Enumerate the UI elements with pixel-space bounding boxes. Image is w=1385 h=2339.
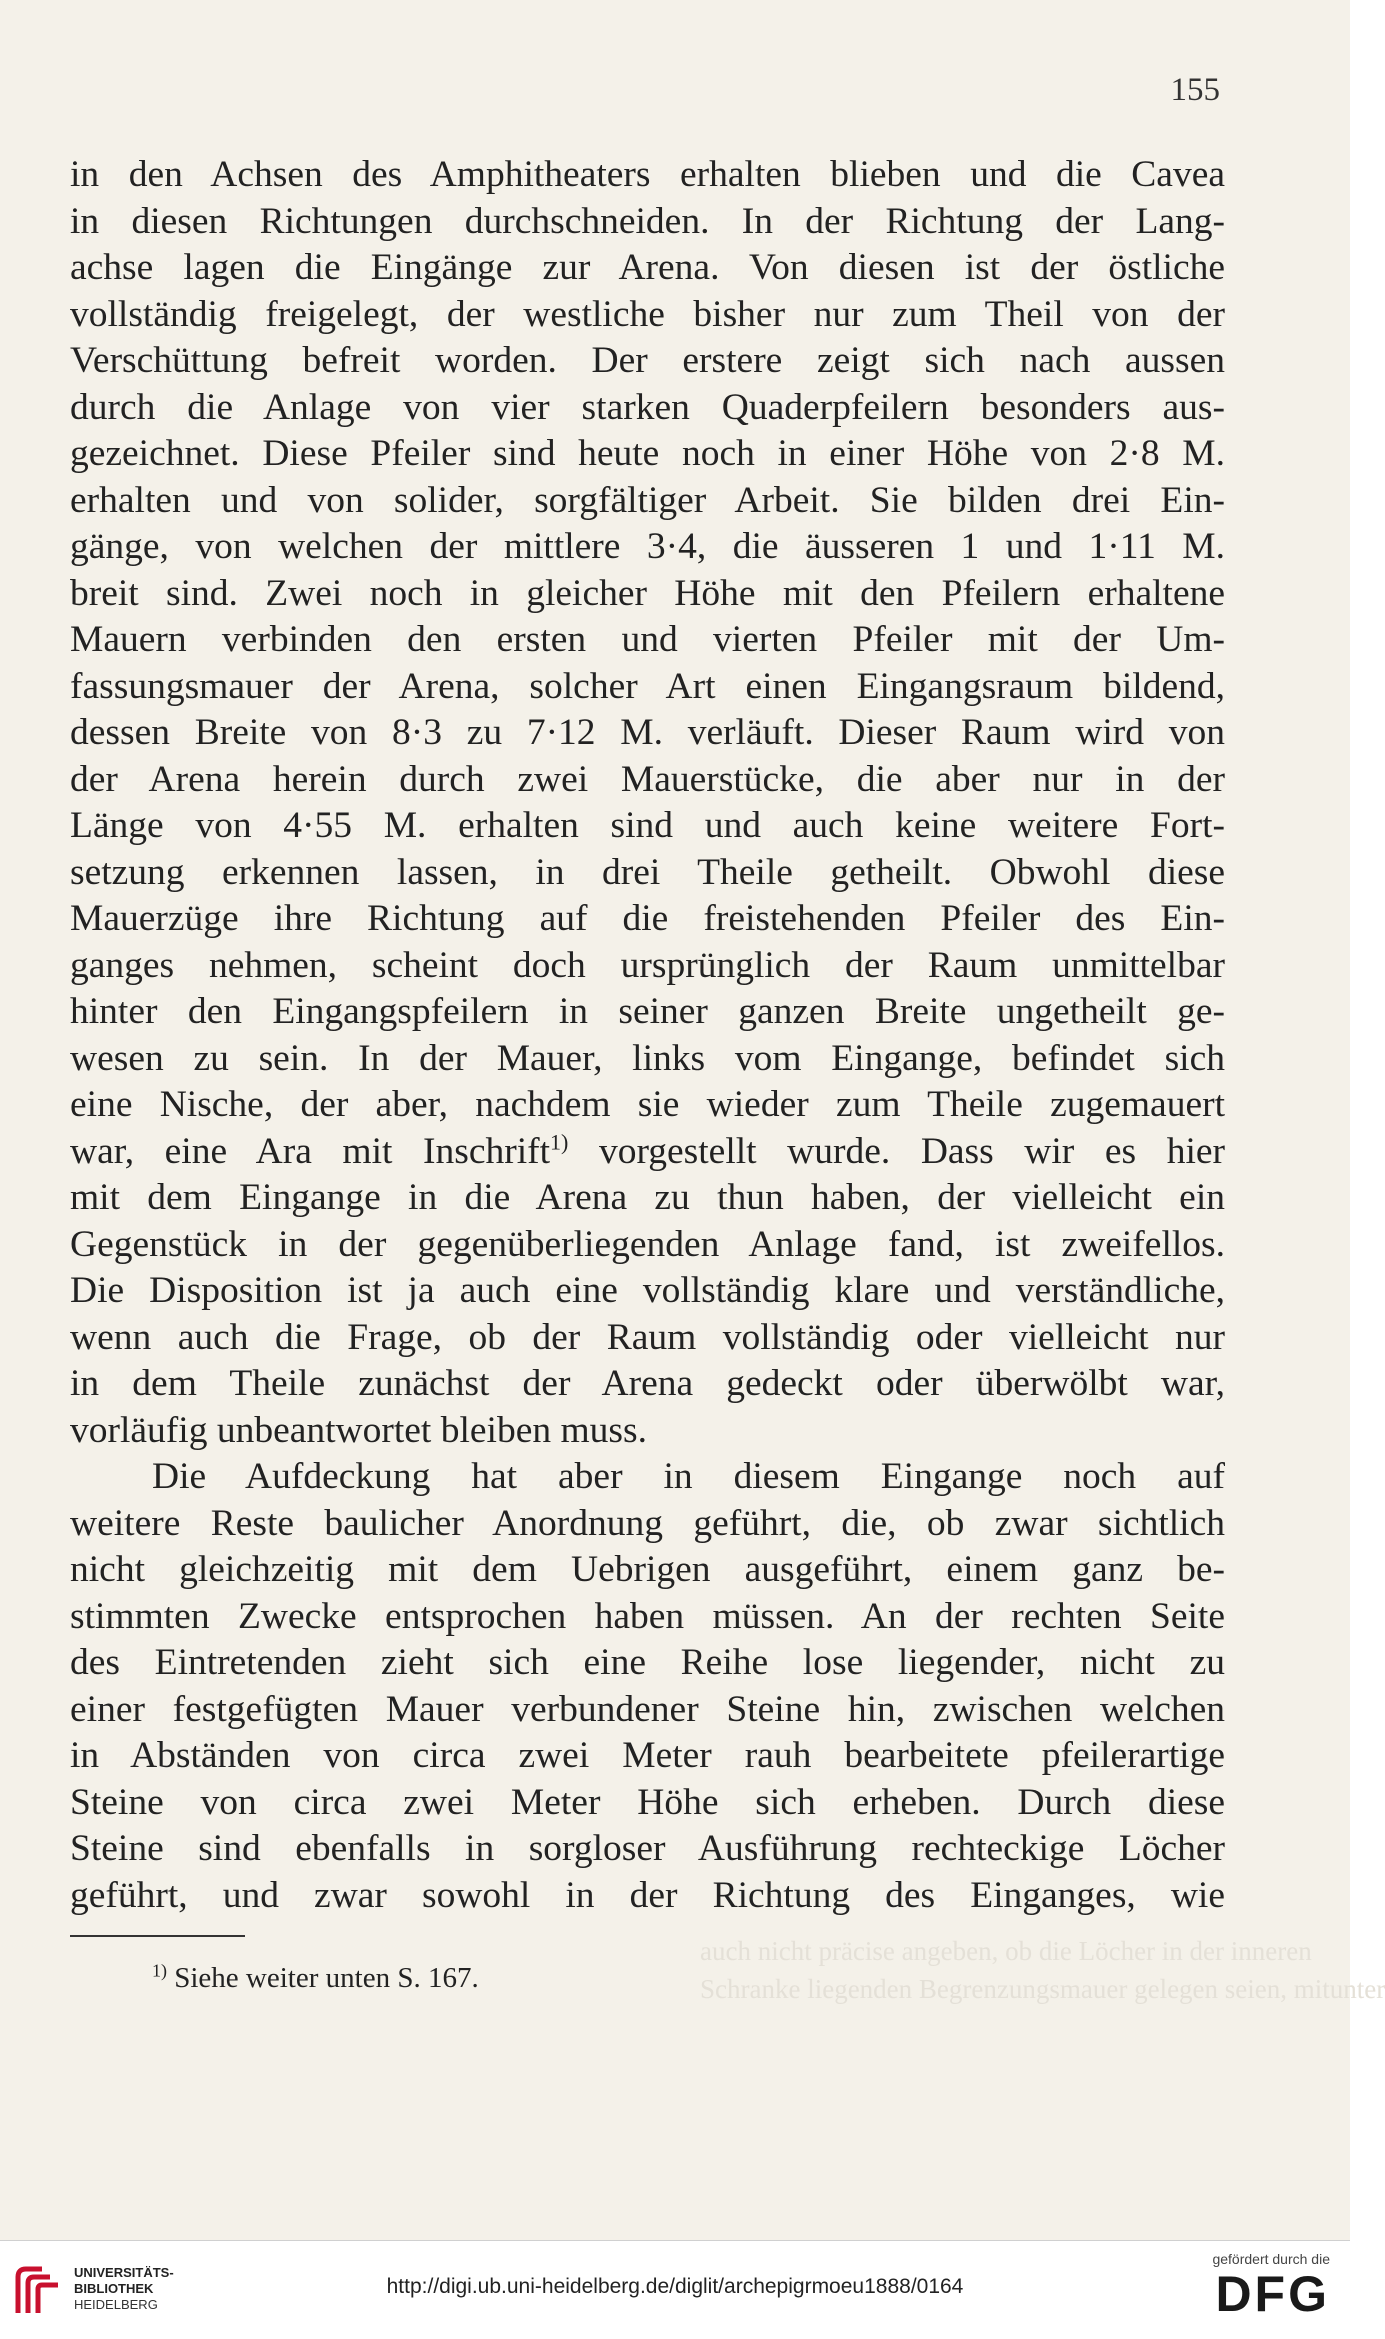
text-line: stimmten Zwecke entsprochen haben müssen. An der rechten Seite [70,1595,1225,1637]
text-line: nicht gleichzeitig mit dem Uebrigen ausgeführt, einem ganz be- [70,1549,1225,1590]
text-line: Gegenstück in der gegenüberliegenden Anlage fand, ist zweifellos. [70,1223,1225,1265]
permalink-url[interactable]: http://digi.ub.uni-heidelberg.de/diglit/archepigrmoeu1888/0164 [386,2275,964,2298]
footer-bar [0,2240,1350,2339]
text-line: weitere Reste baulicher Anordnung geführt, die, ob zwar sichtlich [70,1502,1225,1544]
text-line: der Arena herein durch zwei Mauerstücke, die aber nur in der [70,758,1225,800]
text-line: Die Disposition ist ja auch eine vollständig klare und verständliche, [70,1270,1225,1311]
text-line: gänge, von welchen der mittlere 3·4, die äusseren 1 und 1·11 M. [70,526,1225,567]
page-number: 155 [1170,72,1220,108]
text-line: durch die Anlage von vier starken Quaderpfeilern besonders aus- [70,386,1225,428]
text-line: achse lagen die Eingänge zur Arena. Von diesen ist der östliche [70,247,1225,288]
text-line: in dem Theile zunächst der Arena gedeckt oder überwölbt war, [70,1363,1225,1404]
footnote-reference: 1) [550,1129,569,1154]
text-line: wenn auch die Frage, ob der Raum vollständig oder vielleicht nur [70,1316,1225,1358]
text-line: setzung erkennen lassen, in drei Theile getheilt. Obwohl diese [70,851,1225,893]
text-line: in den Achsen des Amphitheaters erhalten blieben und die Cavea [70,154,1225,195]
text-line: eine Nische, der aber, nachdem sie wieder zum Theile zugemauert [70,1084,1225,1125]
text-line: ganges nehmen, scheint doch ursprünglich der Raum unmittelbar [70,944,1225,986]
footnote [152,1962,479,1995]
funding-note: gefördert durch die [1212,2251,1330,2267]
text-line: vollständig freigelegt, der westliche bisher nur zum Theil von der [70,293,1225,335]
text-line: Mauerzüge ihre Richtung auf die freistehenden Pfeiler des Ein- [70,898,1225,939]
text-line: Steine sind ebenfalls in sorgloser Ausführung rechteckige Löcher [70,1828,1225,1869]
text-line: wesen zu sein. In der Mauer, links vom Eingange, befindet sich [70,1037,1225,1079]
text-line: fassungsmauer der Arena, solcher Art einen Eingangsraum bildend, [70,665,1225,707]
text-line: in diesen Richtungen durchschneiden. In der Richtung der Lang- [70,200,1225,242]
body-text [70,152,1225,1919]
dfg-logo: DFG [1215,2266,1330,2322]
text-line: Verschüttung befreit worden. Der erstere zeigt sich nach aussen [70,340,1225,381]
funder-block[interactable] [1180,2251,1330,2321]
text-segment: war, eine Ara mit Inschrift [70,1130,551,1172]
text-line: erhalten und von solider, sorgfältiger Arbeit. Sie bilden drei Ein- [70,479,1225,521]
bleed-through-text: Schranke liegenden Begrenzungsmauer gelegen seien, mitunter [700,1974,1385,2004]
footnote-divider [70,1935,245,1937]
text-line: Mauern verbinden den ersten und vierten Pfeiler mit der Um- [70,619,1225,660]
text-line: hinter den Eingangspfeilern in seiner ganzen Breite ungetheilt ge- [70,991,1225,1032]
text-line: geführt, und zwar sowohl in der Richtung des Einganges, wie [70,1874,1225,1916]
text-line: in Abständen von circa zwei Meter rauh bearbeitete pfeilerartige [70,1735,1225,1776]
bleed-through-text: auch nicht präcise angeben, ob die Löcher in der inneren [700,1936,1312,1966]
text-line-with-footnote-ref [70,1129,1225,1176]
text-line: dessen Breite von 8·3 zu 7·12 M. verläuft. Dieser Raum wird von [70,712,1225,753]
text-line: Länge von 4·55 M. erhalten sind und auch keine weitere Fort- [70,805,1225,846]
text-line: Die Aufdeckung hat aber in diesem Eingange noch auf [152,1456,1225,1497]
footnote-text: Siehe weiter unten S. 167. [167,1962,479,1994]
library-name: UNIVERSITÄTS- BIBLIOTHEK HEIDELBERG [74,2265,174,2312]
text-line: Steine von circa zwei Meter Höhe sich erheben. Durch diese [70,1781,1225,1823]
text-segment: vorgestellt wurde. Dass wir es hier [568,1130,1225,1172]
text-line: gezeichnet. Diese Pfeiler sind heute noch in einer Höhe von 2·8 M. [70,433,1225,474]
text-line: einer festgefügten Mauer verbundener Steine hin, zwischen welchen [70,1688,1225,1730]
text-line: des Eintretenden zieht sich eine Reihe lose liegender, nicht zu [70,1642,1225,1683]
text-line: vorläufig unbeantwortet bleiben muss. [70,1409,647,1451]
text-line: mit dem Eingange in die Arena zu thun haben, der vielleicht ein [70,1177,1225,1218]
footnote-marker: 1) [152,1960,167,1981]
text-line: breit sind. Zwei noch in gleicher Höhe mit den Pfeilern erhaltene [70,572,1225,614]
